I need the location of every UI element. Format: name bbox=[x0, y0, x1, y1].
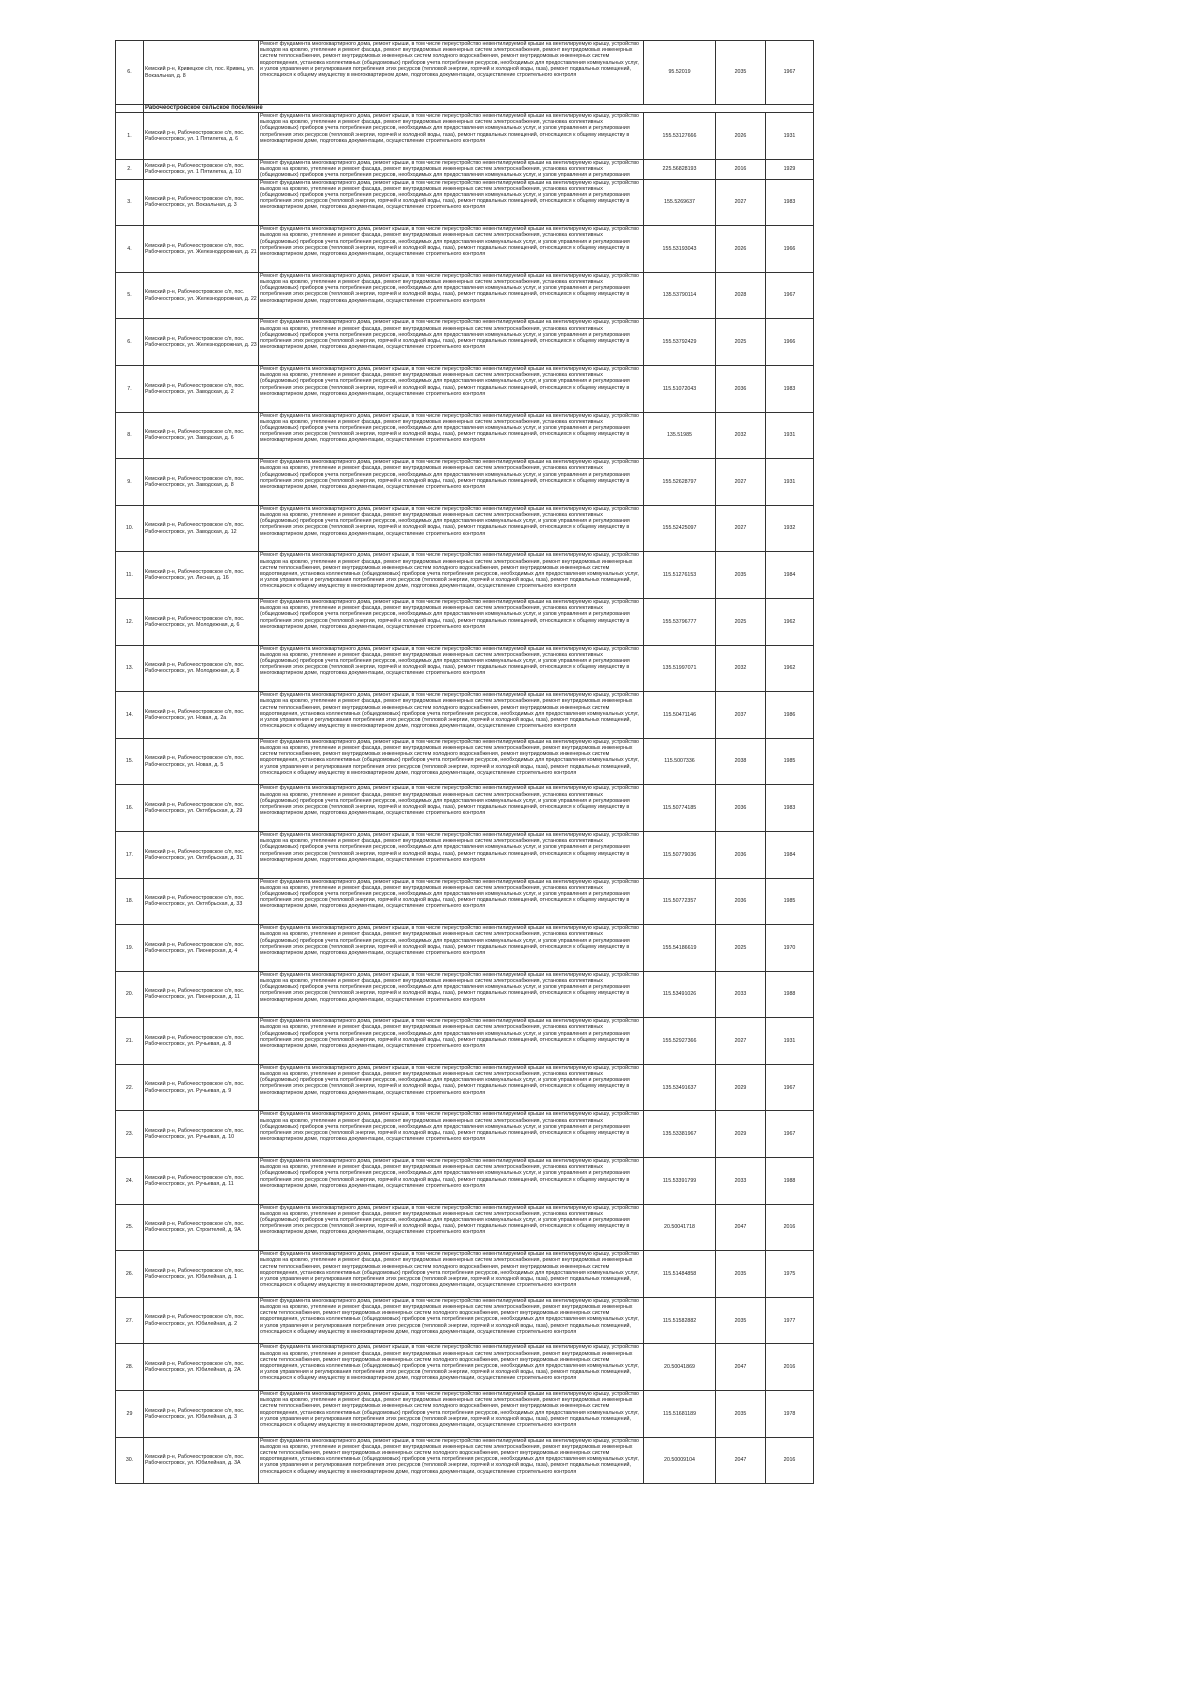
section-title: Рабочеостровское сельское поселение bbox=[144, 105, 814, 113]
row-value: 155.5269637 bbox=[644, 179, 716, 226]
document-sheet bbox=[115, 40, 813, 1484]
row-year-repair: 2025 bbox=[716, 598, 766, 645]
row-number: 4. bbox=[116, 226, 144, 273]
row-value: 155.53796777 bbox=[644, 598, 716, 645]
work-text: Ремонт фундамента многоквартирного дома, ремонт крыши, в том числе переустройство невентилируемой крыши на вентилируемую крышу, устройство выходов на кровлю, утепление и ремонт фасада, ремонт внутридомовых инженерных систем электроснабжения, ремонт внутридомовых инженерных систем теплоснабжения, ремонт внутридомовых инженерных систем холодного водоснабжения, ремонт внутридомовых инженерных систем водоотведения, установка коллективных (общедомовых) приборов учета потребления ресурсов, необходимых для предоставления коммунальных услуг, и узлов управления и регулирования потребления этих ресурсов (тепловой энергии, горячей и холодной воды, газа), ремонт подвальных помещений, относящихся к общему имуществу в многоквартирном доме, подготовка документации, осуществление строительного контроля bbox=[260, 738, 639, 776]
table-row bbox=[116, 1251, 814, 1298]
row-address: Кемский р-н, Рабочеостровское с/п, пос. Рабочеостровск, ул. Вокзальная, д. 3 bbox=[144, 179, 259, 226]
table-row bbox=[116, 1437, 814, 1484]
row-number: 5. bbox=[116, 272, 144, 319]
row-address: Кемский р-н, Рабочеостровское с/п, пос. Рабочеостровск, ул. Юбилейная, д. 1 bbox=[144, 1251, 259, 1298]
row-year-built: 1977 bbox=[766, 1297, 814, 1344]
row-value: 20.50041718 bbox=[644, 1204, 716, 1251]
row-year-repair: 2025 bbox=[716, 925, 766, 972]
work-text: Ремонт фундамента многоквартирного дома, ремонт крыши, в том числе переустройство невентилируемой крыши на вентилируемую крышу, устройство выходов на кровлю, утепление и ремонт фасада, ремонт внутридомовых инженерных систем электроснабжения, установка коллективных (общедомовых) приборов учета потребления ресурсов, необходимых для предоставления коммунальных услуг, и узлов управления и регулирования потребления этих ресурсов (тепловой энергии, горячей и холодной воды, газа), ремонт подвальных помещений, относящихся к общему имуществу в многоквартирном доме, подготовка документации, осуществление строительного контроля bbox=[260, 319, 639, 351]
row-year-built: 1932 bbox=[766, 505, 814, 552]
row-work-description bbox=[259, 598, 644, 645]
work-text: Ремонт фундамента многоквартирного дома, ремонт крыши, в том числе переустройство невентилируемой крыши на вентилируемую крышу, устройство выходов на кровлю, утепление и ремонт фасада, ремонт внутридомовых инженерных систем электроснабжения, установка коллективных (общедомовых) приборов учета потребления ресурсов, необходимых для предоставления коммунальных услуг, и узлов управления и регулирования потребления этих ресурсов (тепловой энергии, горячей и холодной воды, газа), ремонт подвальных помещений, относящихся к общему имуществу в многоквартирном доме, подготовка документации, осуществление строительного контроля bbox=[260, 1158, 639, 1189]
row-year-repair: 2027 bbox=[716, 179, 766, 226]
row-address: Кемский р-н, Рабочеостровское с/п, пос. Рабочеостровск, ул. 1 Пятилетка, д. 6 bbox=[144, 113, 259, 160]
table-row bbox=[116, 831, 814, 878]
work-text: Ремонт фундамента многоквартирного дома, ремонт крыши, в том числе переустройство невентилируемой крыши на вентилируемую крышу, устройство выходов на кровлю, утепление и ремонт фасада, ремонт внутридомовых инженерных систем электроснабжения, установка коллективных (общедомовых) приборов учета потребления ресурсов, необходимых для предоставления коммунальных услуг, и узлов управления и регулирования потребления этих ресурсов (тепловой энергии, горячей и холодной воды, газа), ремонт подвальных помещений, относящихся к общему имуществу в многоквартирном доме, подготовка документации, осуществление строительного контроля bbox=[260, 113, 639, 144]
row-number: 24. bbox=[116, 1158, 144, 1205]
row-number: 14. bbox=[116, 692, 144, 739]
table-row bbox=[116, 645, 814, 692]
row-year-repair: 2029 bbox=[716, 1111, 766, 1158]
row-address: Кемский р-н, Рабочеостровское с/п, пос. Рабочеостровск, ул. Новая, д. 5 bbox=[144, 738, 259, 785]
row-year-built: 1966 bbox=[766, 319, 814, 366]
row-work-description bbox=[259, 459, 644, 506]
row-work-description bbox=[259, 1018, 644, 1065]
row-value: 115.51484858 bbox=[644, 1251, 716, 1298]
row-address: Кемский р-н, Рабочеостровское с/п, пос. Рабочеостровск, ул. Ручьевая, д. 9 bbox=[144, 1064, 259, 1111]
row-year-built: 1983 bbox=[766, 785, 814, 832]
row-number: 18. bbox=[116, 878, 144, 925]
work-text: Ремонт фундамента многоквартирного дома, ремонт крыши, в том числе переустройство невентилируемой крыши на вентилируемую крышу, устройство выходов на кровлю, утепление и ремонт фасада, ремонт внутридомовых инженерных систем электроснабжения, ремонт внутридомовых инженерных систем теплоснабжения, ремонт внутридомовых инженерных систем холодного водоснабжения, ремонт внутридомовых инженерных систем водоотведения, установка коллективных (общедомовых) приборов учета потребления ресурсов, необходимых для предоставления коммунальных услуг, и узлов управления и регулирования потребления этих ресурсов (тепловой энергии, горячей и холодной воды, газа), ремонт подвальных помещений, относящихся к общему имуществу в многоквартирном доме, подготовка документации, осуществление строительного контроля bbox=[260, 1391, 639, 1429]
table-row bbox=[116, 505, 814, 552]
row-value: 115.50774185 bbox=[644, 785, 716, 832]
work-text: Ремонт фундамента многоквартирного дома, ремонт крыши, в том числе переустройство невентилируемой крыши на вентилируемую крышу, устройство выходов на кровлю, утепление и ремонт фасада, ремонт внутридомовых инженерных систем электроснабжения, установка коллективных (общедомовых) приборов учета потребления ресурсов, необходимых для предоставления коммунальных услуг, и узлов управления и регулирования потребления этих ресурсов (тепловой энергии, горячей и холодной воды, газа), ремонт подвальных помещений, относящихся к общему имуществу в многоквартирном доме, подготовка документации, осуществление строительного контроля bbox=[260, 412, 639, 444]
table-row bbox=[116, 1111, 814, 1158]
row-address: Кемский р-н, Рабочеостровское с/п, пос. Рабочеостровск, ул. 1 Пятилетка, д. 10 bbox=[144, 159, 259, 179]
work-text: Ремонт фундамента многоквартирного дома, ремонт крыши, в том числе переустройство невентилируемой крыши на вентилируемую крышу, устройство выходов на кровлю, утепление и ремонт фасада, ремонт внутридомовых инженерных систем электроснабжения, ремонт внутридомовых инженерных систем теплоснабжения, ремонт внутридомовых инженерных систем холодного водоснабжения, ремонт внутридомовых инженерных систем водоотведения, установка коллективных (общедомовых) приборов учета потребления ресурсов, необходимых для предоставления коммунальных услуг, и узлов управления и регулирования потребления этих ресурсов (тепловой энергии, горячей и холодной воды, газа), ремонт подвальных помещений, относящихся к общему имуществу в многоквартирном доме, подготовка документации, осуществление строительного контроля bbox=[260, 552, 639, 590]
row-value: 155.52425097 bbox=[644, 505, 716, 552]
row-year-built: 1988 bbox=[766, 1158, 814, 1205]
row-value: 115.51072043 bbox=[644, 365, 716, 412]
table-row bbox=[116, 1344, 814, 1391]
row-year-repair: 2027 bbox=[716, 505, 766, 552]
row-address: Кемский р-н, Рабочеостровское с/п, пос. Рабочеостровск, ул. Юбилейная, д. 3А bbox=[144, 1437, 259, 1484]
table-row bbox=[116, 226, 814, 273]
row-year-built: 1931 bbox=[766, 113, 814, 160]
row-address: Кемский р-н, Рабочеостровское с/п, пос. Рабочеостровск, ул. Лесная, д. 16 bbox=[144, 552, 259, 599]
row-year-built: 1984 bbox=[766, 552, 814, 599]
row-value: 115.50779036 bbox=[644, 831, 716, 878]
row-year-built: 1983 bbox=[766, 179, 814, 226]
row-work-description bbox=[259, 1204, 644, 1251]
row-number: 2. bbox=[116, 159, 144, 179]
row-year-built: 1985 bbox=[766, 738, 814, 785]
table-row bbox=[116, 878, 814, 925]
row-work-description bbox=[259, 113, 644, 160]
work-text: Ремонт фундамента многоквартирного дома, ремонт крыши, в том числе переустройство невентилируемой крыши на вентилируемую крышу, устройство выходов на кровлю, утепление и ремонт фасада, ремонт внутридомовых инженерных систем электроснабжения, установка коллективных (общедомовых) приборов учета потребления ресурсов, необходимых для предоставления коммунальных услуг, и узлов управления и регулирования потребления этих ресурсов (тепловой энергии, горячей и холодной воды, газа), ремонт подвальных помещений, относящихся к общему имуществу в многоквартирном доме, подготовка документации, осуществление строительного контроля bbox=[260, 226, 639, 257]
work-text: Ремонт фундамента многоквартирного дома, ремонт крыши, в том числе переустройство невентилируемой крыши на вентилируемую крышу, устройство выходов на кровлю, утепление и ремонт фасада, ремонт внутридомовых инженерных систем электроснабжения, установка коллективных (общедомовых) приборов учета потребления ресурсов, необходимых для предоставления коммунальных услуг, и узлов управления и регулирования потребления этих ресурсов (тепловой энергии, горячей и холодной воды, газа), ремонт подвальных помещений, относящихся к общему имуществу в многоквартирном доме, подготовка документации, осуществление строительного контроля bbox=[260, 878, 639, 910]
table-row bbox=[116, 971, 814, 1018]
row-number: 10. bbox=[116, 505, 144, 552]
row-work-description bbox=[259, 645, 644, 692]
row-work-description bbox=[259, 365, 644, 412]
row-number: 3. bbox=[116, 179, 144, 226]
work-text: Ремонт фундамента многоквартирного дома, ремонт крыши, в том числе переустройство невентилируемой крыши на вентилируемую крышу, устройство выходов на кровлю, утепление и ремонт фасада, ремонт внутридомовых инженерных систем электроснабжения, установка коллективных (общедомовых) приборов учета потребления ресурсов, необходимых для предоставления коммунальных услуг, и узлов управления и регулирования потребления этих ресурсов (тепловой энергии, горячей и холодной воды, газа), ремонт подвальных помещений, относящихся к общему имуществу в многоквартирном доме, подготовка документации, осуществление строительного контроля bbox=[260, 1111, 639, 1143]
row-work-description bbox=[259, 1251, 644, 1298]
table-row bbox=[116, 179, 814, 226]
row-year-repair: 2038 bbox=[716, 738, 766, 785]
row-work-description bbox=[259, 179, 644, 226]
row-year-built: 1985 bbox=[766, 878, 814, 925]
row-address: Кемский р-н, Рабочеостровское с/п, пос. Рабочеостровск, ул. Пионерская, д. 11 bbox=[144, 971, 259, 1018]
row-address: Кемский р-н, Рабочеостровское с/п, пос. Рабочеостровск, ул. Молодежная, д. 6 bbox=[144, 598, 259, 645]
row-number: 13. bbox=[116, 645, 144, 692]
row-work-description bbox=[259, 971, 644, 1018]
row-work-description bbox=[259, 1391, 644, 1438]
row-year-repair: 2032 bbox=[716, 645, 766, 692]
table-row bbox=[116, 552, 814, 599]
row-value: 20.50009104 bbox=[644, 1437, 716, 1484]
row-year-built: 1962 bbox=[766, 645, 814, 692]
row-work-description bbox=[259, 272, 644, 319]
work-text: Ремонт фундамента многоквартирного дома, ремонт крыши, в том числе переустройство невентилируемой крыши на вентилируемую крышу, устройство выходов на кровлю, утепление и ремонт фасада, ремонт внутридомовых инженерных систем электроснабжения, ремонт внутридомовых инженерных систем теплоснабжения, ремонт внутридомовых инженерных систем холодного водоснабжения, ремонт внутридомовых инженерных систем водоотведения, установка коллективных (общедомовых) приборов учета потребления ресурсов, необходимых для предоставления коммунальных услуг, и узлов управления и регулирования потребления этих ресурсов (тепловой энергии, горячей и холодной воды, газа), ремонт подвальных помещений, относящихся к общему имуществу в многоквартирном доме, подготовка документации, осуществление строительного контроля bbox=[260, 1344, 639, 1382]
row-year-repair: 2027 bbox=[716, 459, 766, 506]
row-value: 115.51582882 bbox=[644, 1297, 716, 1344]
row-year-repair: 2047 bbox=[716, 1204, 766, 1251]
work-text: Ремонт фундамента многоквартирного дома, ремонт крыши, в том числе переустройство невентилируемой крыши на вентилируемую крышу, устройство выходов на кровлю, утепление и ремонт фасада, ремонт внутридомовых инженерных систем электроснабжения, установка коллективных (общедомовых) приборов учета потребления ресурсов, необходимых для предоставления коммунальных услуг, и узлов управления и регулирования потребления этих ресурсов (тепловой энергии, горячей и холодной воды, газа), ремонт подвальных помещений, относящихся к общему имуществу в многоквартирном доме, подготовка документации, осуществление строительного контроля bbox=[260, 645, 639, 677]
row-address: Кемский р-н, Рабочеостровское с/п, пос. Рабочеостровск, ул. Пионерская, д. 4 bbox=[144, 925, 259, 972]
row-number: 21. bbox=[116, 1018, 144, 1065]
row-number: 29 bbox=[116, 1391, 144, 1438]
row-year-built: 1967 bbox=[766, 1064, 814, 1111]
row-value: 20.50041869 bbox=[644, 1344, 716, 1391]
row-year-built: 1983 bbox=[766, 365, 814, 412]
row-work-description bbox=[259, 1344, 644, 1391]
row-year-repair: 2025 bbox=[716, 319, 766, 366]
row-work-description bbox=[259, 831, 644, 878]
row-number: 30. bbox=[116, 1437, 144, 1484]
row-address: Кемский р-н, Рабочеостровское с/п, пос. Рабочеостровск, ул. Заводская, д. 12 bbox=[144, 505, 259, 552]
row-year-built: 1978 bbox=[766, 1391, 814, 1438]
row-value: 155.54186619 bbox=[644, 925, 716, 972]
table-row bbox=[116, 925, 814, 972]
row-year-repair: 2036 bbox=[716, 785, 766, 832]
work-text: Ремонт фундамента многоквартирного дома, ремонт крыши, в том числе переустройство невентилируемой крыши на вентилируемую крышу, устройство выходов на кровлю, утепление и ремонт фасада, ремонт внутридомовых инженерных систем электроснабжения, установка коллективных (общедомовых) приборов учета потребления ресурсов, необходимых для предоставления коммунальных услуг, и узлов управления и регулирования потребления этих ресурсов (тепловой энергии, горячей и холодной воды, газа), ремонт подвальных помещений, относящихся к общему имуществу в многоквартирном доме, подготовка документации, осуществление строительного контроля bbox=[260, 971, 639, 1003]
row-year-built: 1967 bbox=[766, 1111, 814, 1158]
row-number: 28. bbox=[116, 1344, 144, 1391]
section-row bbox=[116, 105, 814, 113]
row-number: 15. bbox=[116, 738, 144, 785]
work-text: Ремонт фундамента многоквартирного дома, ремонт крыши, в том числе переустройство невентилируемой крыши на вентилируемую крышу, устройство выходов на кровлю, утепление и ремонт фасада, ремонт внутридомовых инженерных систем электроснабжения, установка коллективных (общедомовых) приборов учета потребления ресурсов, необходимых для предоставления коммунальных услуг, и узлов управления и регулирования потребления этих ресурсов (тепловой энергии, горячей и холодной воды, газа), ремонт подвальных помещений, относящихся к общему имуществу в многоквартирном доме, подготовка документации, осуществление строительного контроля bbox=[260, 365, 639, 397]
row-address: Кемский р-н, Рабочеостровское с/п, пос. Рабочеостровск, ул. Заводская, д. 6 bbox=[144, 412, 259, 459]
row-value: 115.50772357 bbox=[644, 878, 716, 925]
row-year-repair: 2035 bbox=[716, 1251, 766, 1298]
row-number: 6. bbox=[116, 319, 144, 366]
row-year-repair: 2037 bbox=[716, 692, 766, 739]
table-row bbox=[116, 598, 814, 645]
row-work-description bbox=[259, 1158, 644, 1205]
work-text: Ремонт фундамента многоквартирного дома, ремонт крыши, в том числе переустройство невентилируемой крыши на вентилируемую крышу, устройство выходов на кровлю, утепление и ремонт фасада, ремонт внутридомовых инженерных систем электроснабжения, установка коллективных (общедомовых) приборов учета потребления ресурсов, необходимых для предоставления коммунальных услуг, и узлов управления и регулирования потребления этих ресурсов (тепловой энергии, горячей и холодной воды, газа), ремонт подвальных помещений, относящихся к общему имуществу в многоквартирном доме, подготовка документации, осуществление строительного контроля bbox=[260, 1018, 639, 1050]
row-value: 155.53193043 bbox=[644, 226, 716, 273]
row-year-repair: 2027 bbox=[716, 1018, 766, 1065]
row-value: 115.51276153 bbox=[644, 552, 716, 599]
row-address: Кемский р-н, Рабочеостровское с/п, пос. Рабочеостровск, ул. Юбилейная, д. 2А bbox=[144, 1344, 259, 1391]
row-work-description bbox=[259, 1111, 644, 1158]
row-number: 26. bbox=[116, 1251, 144, 1298]
row-number: 17. bbox=[116, 831, 144, 878]
row-year-repair: 2033 bbox=[716, 971, 766, 1018]
row-year-repair: 2036 bbox=[716, 831, 766, 878]
row-work-description bbox=[259, 159, 644, 179]
row-work-description bbox=[259, 412, 644, 459]
row-year-built: 2016 bbox=[766, 1204, 814, 1251]
work-text: Ремонт фундамента многоквартирного дома, ремонт крыши, в том числе переустройство невентилируемой крыши на вентилируемую крышу, устройство выходов на кровлю, утепление и ремонт фасада, ремонт внутридомовых инженерных систем электроснабжения, установка коллективных (общедомовых) приборов учета потребления ресурсов, необходимых для предоставления коммунальных услуг, и узлов управления и регулирования потребления этих ресурсов (тепловой энергии, горячей и холодной воды, газа), ремонт подвальных помещений, относящихся к общему имуществу в многоквартирном доме, подготовка документации, осуществление строительного контроля bbox=[260, 598, 639, 630]
row-year-built: 2016 bbox=[766, 1344, 814, 1391]
row-year-built: 1967 bbox=[766, 41, 814, 105]
row-year-built: 1962 bbox=[766, 598, 814, 645]
row-work-description bbox=[259, 41, 644, 105]
row-value: 155.53792429 bbox=[644, 319, 716, 366]
work-text: Ремонт фундамента многоквартирного дома, ремонт крыши, в том числе переустройство невентилируемой крыши на вентилируемую крышу, устройство выходов на кровлю, утепление и ремонт фасада, ремонт внутридомовых инженерных систем электроснабжения, ремонт внутридомовых инженерных систем теплоснабжения, ремонт внутридомовых инженерных систем холодного водоснабжения, ремонт внутридомовых инженерных систем водоотведения, установка коллективных (общедомовых) приборов учета потребления ресурсов, необходимых для предоставления коммунальных услуг, и узлов управления и регулирования потребления этих ресурсов (тепловой энергии, горячей и холодной воды, газа), ремонт подвальных помещений, относящихся к общему имуществу в многоквартирном доме, подготовка документации, осуществление строительного контроля bbox=[260, 692, 639, 730]
row-number: 16. bbox=[116, 785, 144, 832]
row-address: Кемский р-н, Рабочеостровское с/п, пос. Рабочеостровск, ул. Ручьевая, д. 11 bbox=[144, 1158, 259, 1205]
row-value: 155.52927366 bbox=[644, 1018, 716, 1065]
table-row bbox=[116, 459, 814, 506]
row-work-description bbox=[259, 552, 644, 599]
row-address: Кемский р-н, Рабочеостровское с/п, пос. Рабочеостровск, ул. Заводская, д. 2 bbox=[144, 365, 259, 412]
row-work-description bbox=[259, 226, 644, 273]
table-row bbox=[116, 272, 814, 319]
work-text: Ремонт фундамента многоквартирного дома, ремонт крыши, в том числе переустройство невентилируемой крыши на вентилируемую крышу, устройство выходов на кровлю, утепление и ремонт фасада, ремонт внутридомовых инженерных систем электроснабжения, установка коллективных (общедомовых) приборов учета потребления ресурсов, необходимых для предоставления коммунальных услуг, и узлов управления и регулирования потребления этих ресурсов (тепловой энергии, горячей и холодной воды, газа), ремонт подвальных помещений, относящихся к общему имуществу в многоквартирном доме, подготовка документации, осуществление строительного контроля bbox=[260, 505, 639, 537]
row-address: Кемский р-н, Рабочеостровское с/п, пос. Рабочеостровск, ул. Октябрьская, д. 33 bbox=[144, 878, 259, 925]
row-year-built: 1984 bbox=[766, 831, 814, 878]
row-year-repair: 2016 bbox=[716, 159, 766, 179]
row-year-repair: 2035 bbox=[716, 41, 766, 105]
row-year-repair: 2028 bbox=[716, 272, 766, 319]
row-value: 95.52019 bbox=[644, 41, 716, 105]
row-work-description bbox=[259, 1297, 644, 1344]
row-address: Кемский р-н, Рабочеостровское с/п, пос. Рабочеостровск, ул. Октябрьская, д. 31 bbox=[144, 831, 259, 878]
row-value: 115.50471146 bbox=[644, 692, 716, 739]
row-number: 22. bbox=[116, 1064, 144, 1111]
row-address: Кемский р-н, Рабочеостровское с/п, пос. Рабочеостровск, ул. Железнодорожная, д. 21 bbox=[144, 226, 259, 273]
row-year-repair: 2035 bbox=[716, 1297, 766, 1344]
table-row bbox=[116, 41, 814, 105]
row-address: Кемский р-н, Рабочеостровское с/п, пос. Рабочеостровск, ул. Строителей, д. 9А bbox=[144, 1204, 259, 1251]
row-work-description bbox=[259, 319, 644, 366]
row-year-repair: 2036 bbox=[716, 878, 766, 925]
row-year-repair: 2035 bbox=[716, 552, 766, 599]
row-address: Кемский р-н, Рабочеостровское с/п, пос. Рабочеостровск, ул. Октябрьская, д. 29 bbox=[144, 785, 259, 832]
row-address: Кемский р-н, Кривецкое с/п, пос. Кривец, ул. Вокзальная, д. 8 bbox=[144, 41, 259, 105]
table-row bbox=[116, 1297, 814, 1344]
row-year-built: 1970 bbox=[766, 925, 814, 972]
row-number: 9. bbox=[116, 459, 144, 506]
row-year-repair: 2026 bbox=[716, 113, 766, 160]
work-text: Ремонт фундамента многоквартирного дома, ремонт крыши, в том числе переустройство невентилируемой крыши на вентилируемую крышу, устройство выходов на кровлю, утепление и ремонт фасада, ремонт внутридомовых инженерных систем электроснабжения, установка коллективных (общедомовых) приборов учета потребления ресурсов, необходимых для предоставления коммунальных услуг, и узлов управления и регулирования потребления этих ресурсов (тепловой энергии, горячей и холодной воды, газа), ремонт подвальных помещений, относящихся к общему имуществу в многоквартирном доме, подготовка документации, осуществление строительного контроля bbox=[260, 785, 639, 817]
row-year-built: 2016 bbox=[766, 1437, 814, 1484]
row-work-description bbox=[259, 878, 644, 925]
row-value: 135.53491637 bbox=[644, 1064, 716, 1111]
row-number: 8. bbox=[116, 412, 144, 459]
row-year-repair: 2047 bbox=[716, 1344, 766, 1391]
table-row bbox=[116, 738, 814, 785]
row-address: Кемский р-н, Рабочеостровское с/п, пос. Рабочеостровск, ул. Новая, д. 2а bbox=[144, 692, 259, 739]
row-year-repair: 2036 bbox=[716, 365, 766, 412]
row-year-built: 1988 bbox=[766, 971, 814, 1018]
row-number: 12. bbox=[116, 598, 144, 645]
row-value: 115.53391799 bbox=[644, 1158, 716, 1205]
row-work-description bbox=[259, 925, 644, 972]
table-row bbox=[116, 1018, 814, 1065]
row-year-built: 1967 bbox=[766, 272, 814, 319]
work-text: Ремонт фундамента многоквартирного дома, ремонт крыши, в том числе переустройство невентилируемой крыши на вентилируемую крышу, устройство выходов на кровлю, утепление и ремонт фасада, ремонт внутридомовых инженерных систем электроснабжения, установка коллективных (общедомовых) приборов учета потребления ресурсов, необходимых для предоставления коммунальных услуг, и узлов управления и регулирования потребления этих ресурсов (тепловой энергии, горячей и холодной воды, газа), ремонт подвальных помещений, относящихся к общему имуществу в многоквартирном доме, подготовка документации, осуществление строительного контроля bbox=[260, 179, 639, 211]
work-text: Ремонт фундамента многоквартирного дома, ремонт крыши, в том числе переустройство невентилируемой крыши на вентилируемую крышу, устройство выходов на кровлю, утепление и ремонт фасада, ремонт внутридомовых инженерных систем электроснабжения, установка коллективных (общедомовых) приборов учета потребления ресурсов, необходимых для предоставления коммунальных услуг, и узлов управления и регулирования потребления этих ресурсов (тепловой энергии, горячей и холодной воды, газа), ремонт подвальных помещений, относящихся к общему имуществу в многоквартирном доме, подготовка документации, осуществление строительного контроля bbox=[260, 272, 639, 304]
row-address: Кемский р-н, Рабочеостровское с/п, пос. Рабочеостровск, ул. Молодежная, д. 8 bbox=[144, 645, 259, 692]
row-year-repair: 2032 bbox=[716, 412, 766, 459]
work-text: Ремонт фундамента многоквартирного дома, ремонт крыши, в том числе переустройство невентилируемой крыши на вентилируемую крышу, устройство выходов на кровлю, утепление и ремонт фасада, ремонт внутридомовых инженерных систем электроснабжения, установка коллективных (общедомовых) приборов учета потребления ресурсов, необходимых для предоставления коммунальных услуг, и узлов управления и регулирования потребления этих ресурсов (тепловой энергии, горячей и холодной воды, газа), ремонт подвальных помещений, относящихся к общему имуществу в многоквартирном доме, подготовка документации, осуществление строительного контроля bbox=[260, 459, 639, 490]
row-value: 115.5007336 bbox=[644, 738, 716, 785]
row-value: 155.52628797 bbox=[644, 459, 716, 506]
row-value: 225.56828193 bbox=[644, 159, 716, 179]
row-value: 135.51997071 bbox=[644, 645, 716, 692]
table-row bbox=[116, 1391, 814, 1438]
row-number: 25. bbox=[116, 1204, 144, 1251]
row-address: Кемский р-н, Рабочеостровское с/п, пос. Рабочеостровск, ул. Юбилейная, д. 2 bbox=[144, 1297, 259, 1344]
table-row bbox=[116, 365, 814, 412]
row-address: Кемский р-н, Рабочеостровское с/п, пос. Рабочеостровск, ул. Железнодорожная, д. 23 bbox=[144, 319, 259, 366]
row-address: Кемский р-н, Рабочеостровское с/п, пос. Рабочеостровск, ул. Железнодорожная, д. 22 bbox=[144, 272, 259, 319]
work-text: Ремонт фундамента многоквартирного дома, ремонт крыши, в том числе переустройство невентилируемой крыши на вентилируемую крышу, устройство выходов на кровлю, утепление и ремонт фасада, ремонт внутридомовых инженерных систем электроснабжения, установка коллективных (общедомовых) приборов учета потребления ресурсов, необходимых для предоставления коммунальных услуг, и узлов управления и регулирования потребления этих ресурсов (тепловой энергии, горячей и холодной воды, газа), ремонт подвальных помещений, относящихся к общему имуществу в многоквартирном доме, подготовка документации, осуществление строительного контроля bbox=[260, 1204, 639, 1236]
row-number: 27. bbox=[116, 1297, 144, 1344]
repair-program-table bbox=[115, 40, 814, 1484]
table-row bbox=[116, 1158, 814, 1205]
row-value: 155.53127666 bbox=[644, 113, 716, 160]
row-work-description bbox=[259, 1064, 644, 1111]
row-year-repair: 2033 bbox=[716, 1158, 766, 1205]
row-year-repair: 2047 bbox=[716, 1437, 766, 1484]
row-value: 135.51985 bbox=[644, 412, 716, 459]
row-year-built: 1986 bbox=[766, 692, 814, 739]
row-number: 19. bbox=[116, 925, 144, 972]
row-year-repair: 2035 bbox=[716, 1391, 766, 1438]
work-text: Ремонт фундамента многоквартирного дома, ремонт крыши, в том числе переустройство невентилируемой крыши на вентилируемую крышу, устройство выходов на кровлю, утепление и ремонт фасада, ремонт внутридомовых инженерных систем электроснабжения, установка коллективных (общедомовых) приборов учета потребления ресурсов, необходимых для предоставления коммунальных услуг, и узлов управления и регулирования bbox=[260, 159, 639, 178]
row-number: 1. bbox=[116, 113, 144, 160]
table-row bbox=[116, 113, 814, 160]
row-year-repair: 2029 bbox=[716, 1064, 766, 1111]
work-text: Ремонт фундамента многоквартирного дома, ремонт крыши, в том числе переустройство невентилируемой крыши на вентилируемую крышу, устройство выходов на кровлю, утепление и ремонт фасада, ремонт внутридомовых инженерных систем электроснабжения, ремонт внутридомовых инженерных систем теплоснабжения, ремонт внутридомовых инженерных систем холодного водоснабжения, ремонт внутридомовых инженерных систем водоотведения, установка коллективных (общедомовых) приборов учета потребления ресурсов, необходимых для предоставления коммунальных услуг, и узлов управления и регулирования потребления этих ресурсов (тепловой энергии, горячей и холодной воды, газа), ремонт подвальных помещений, относящихся к общему имуществу в многоквартирном доме, подготовка документации, осуществление строительного контроля bbox=[260, 1437, 639, 1475]
table-row bbox=[116, 785, 814, 832]
row-address: Кемский р-н, Рабочеостровское с/п, пос. Рабочеостровск, ул. Заводская, д. 8 bbox=[144, 459, 259, 506]
table-row bbox=[116, 1204, 814, 1251]
work-text: Ремонт фундамента многоквартирного дома, ремонт крыши, в том числе переустройство невентилируемой крыши на вентилируемую крышу, устройство выходов на кровлю, утепление и ремонт фасада, ремонт внутридомовых инженерных систем электроснабжения, ремонт внутридомовых инженерных систем теплоснабжения, ремонт внутридомовых инженерных систем холодного водоснабжения, ремонт внутридомовых инженерных систем водоотведения, установка коллективных (общедомовых) приборов учета потребления ресурсов, необходимых для предоставления коммунальных услуг, и узлов управления и регулирования потребления этих ресурсов (тепловой энергии, горячей и холодной воды, газа), ремонт подвальных помещений, относящихся к общему имуществу в многоквартирном доме, подготовка документации, осуществление строительного контроля bbox=[260, 41, 639, 79]
row-number: 7. bbox=[116, 365, 144, 412]
row-year-built: 1929 bbox=[766, 159, 814, 179]
row-work-description bbox=[259, 1437, 644, 1484]
work-text: Ремонт фундамента многоквартирного дома, ремонт крыши, в том числе переустройство невентилируемой крыши на вентилируемую крышу, устройство выходов на кровлю, утепление и ремонт фасада, ремонт внутридомовых инженерных систем электроснабжения, установка коллективных (общедомовых) приборов учета потребления ресурсов, необходимых для предоставления коммунальных услуг, и узлов управления и регулирования потребления этих ресурсов (тепловой энергии, горячей и холодной воды, газа), ремонт подвальных помещений, относящихся к общему имуществу в многоквартирном доме, подготовка документации, осуществление строительного контроля bbox=[260, 925, 639, 956]
work-text: Ремонт фундамента многоквартирного дома, ремонт крыши, в том числе переустройство невентилируемой крыши на вентилируемую крышу, устройство выходов на кровлю, утепление и ремонт фасада, ремонт внутридомовых инженерных систем электроснабжения, установка коллективных (общедомовых) приборов учета потребления ресурсов, необходимых для предоставления коммунальных услуг, и узлов управления и регулирования потребления этих ресурсов (тепловой энергии, горячей и холодной воды, газа), ремонт подвальных помещений, относящихся к общему имуществу в многоквартирном доме, подготовка документации, осуществление строительного контроля bbox=[260, 831, 639, 863]
row-number: 23. bbox=[116, 1111, 144, 1158]
row-address: Кемский р-н, Рабочеостровское с/п, пос. Рабочеостровск, ул. Ручьевая, д. 10 bbox=[144, 1111, 259, 1158]
row-year-built: 1931 bbox=[766, 412, 814, 459]
row-work-description bbox=[259, 738, 644, 785]
row-year-built: 1931 bbox=[766, 459, 814, 506]
row-work-description bbox=[259, 505, 644, 552]
work-text: Ремонт фундамента многоквартирного дома, ремонт крыши, в том числе переустройство невентилируемой крыши на вентилируемую крышу, устройство выходов на кровлю, утепление и ремонт фасада, ремонт внутридомовых инженерных систем электроснабжения, ремонт внутридомовых инженерных систем теплоснабжения, ремонт внутридомовых инженерных систем холодного водоснабжения, ремонт внутридомовых инженерных систем водоотведения, установка коллективных (общедомовых) приборов учета потребления ресурсов, необходимых для предоставления коммунальных услуг, и узлов управления и регулирования потребления этих ресурсов (тепловой энергии, горячей и холодной воды, газа), ремонт подвальных помещений, относящихся к общему имуществу в многоквартирном доме, подготовка документации, осуществление строительного контроля bbox=[260, 1251, 639, 1289]
row-year-repair: 2026 bbox=[716, 226, 766, 273]
row-address: Кемский р-н, Рабочеостровское с/п, пос. Рабочеостровск, ул. Юбилейная, д. 3 bbox=[144, 1391, 259, 1438]
work-text: Ремонт фундамента многоквартирного дома, ремонт крыши, в том числе переустройство невентилируемой крыши на вентилируемую крышу, устройство выходов на кровлю, утепление и ремонт фасада, ремонт внутридомовых инженерных систем электроснабжения, ремонт внутридомовых инженерных систем теплоснабжения, ремонт внутридомовых инженерных систем холодного водоснабжения, ремонт внутридомовых инженерных систем водоотведения, установка коллективных (общедомовых) приборов учета потребления ресурсов, необходимых для предоставления коммунальных услуг, и узлов управления и регулирования потребления этих ресурсов (тепловой энергии, горячей и холодной воды, газа), ремонт подвальных помещений, относящихся к общему имуществу в многоквартирном доме, подготовка документации, осуществление строительного контроля bbox=[260, 1297, 639, 1335]
table-row bbox=[116, 1064, 814, 1111]
table-row bbox=[116, 412, 814, 459]
row-number: 20. bbox=[116, 971, 144, 1018]
section-empty-cell bbox=[116, 105, 144, 113]
row-value: 135.53381967 bbox=[644, 1111, 716, 1158]
table-row bbox=[116, 692, 814, 739]
row-year-built: 1931 bbox=[766, 1018, 814, 1065]
table-row bbox=[116, 319, 814, 366]
row-value: 115.51681189 bbox=[644, 1391, 716, 1438]
row-year-built: 1966 bbox=[766, 226, 814, 273]
row-number: 11. bbox=[116, 552, 144, 599]
row-number: 6. bbox=[116, 41, 144, 105]
work-text: Ремонт фундамента многоквартирного дома, ремонт крыши, в том числе переустройство невентилируемой крыши на вентилируемую крышу, устройство выходов на кровлю, утепление и ремонт фасада, ремонт внутридомовых инженерных систем электроснабжения, установка коллективных (общедомовых) приборов учета потребления ресурсов, необходимых для предоставления коммунальных услуг, и узлов управления и регулирования потребления этих ресурсов (тепловой энергии, горячей и холодной воды, газа), ремонт подвальных помещений, относящихся к общему имуществу в многоквартирном доме, подготовка документации, осуществление строительного контроля bbox=[260, 1064, 639, 1096]
row-work-description bbox=[259, 692, 644, 739]
row-address: Кемский р-н, Рабочеостровское с/п, пос. Рабочеостровск, ул. Ручьевая, д. 8 bbox=[144, 1018, 259, 1065]
row-year-built: 1975 bbox=[766, 1251, 814, 1298]
row-value: 135.53790114 bbox=[644, 272, 716, 319]
row-work-description bbox=[259, 785, 644, 832]
row-value: 115.53491026 bbox=[644, 971, 716, 1018]
table-row bbox=[116, 159, 814, 179]
